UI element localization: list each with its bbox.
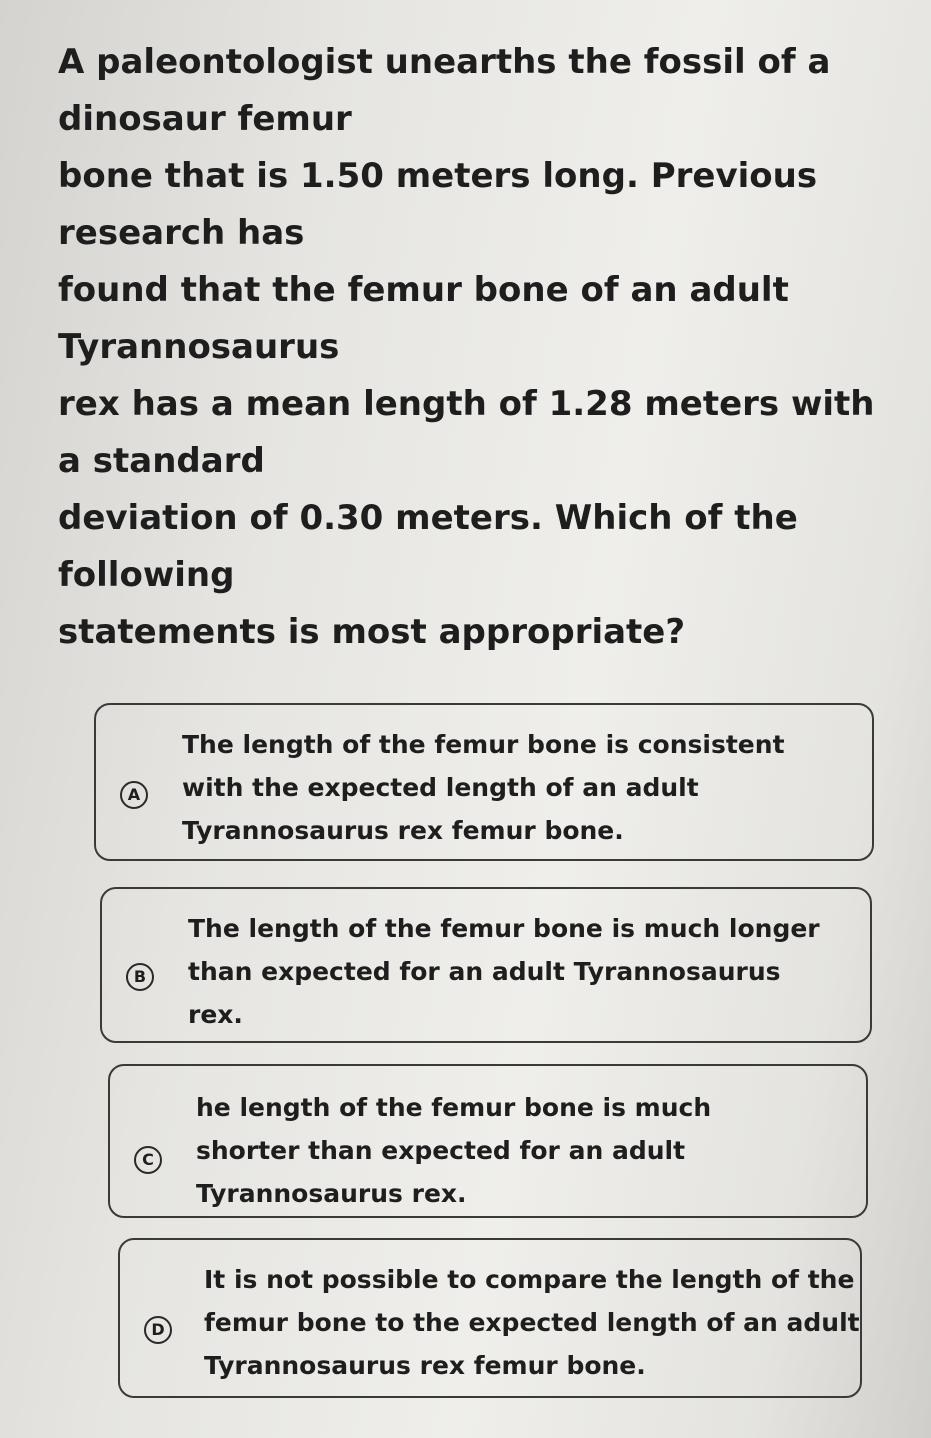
question-line: A paleontologist unearths the fossil of a bbox=[58, 42, 831, 82]
question-line: rex has a mean length of 1.28 meters with bbox=[58, 384, 875, 424]
question-line: statements is most appropriate? bbox=[58, 612, 686, 652]
option-a-text-line: The length of the femur bone is consistent bbox=[182, 730, 785, 759]
question-line: dinosaur femur bbox=[58, 99, 352, 139]
question-line: a standard bbox=[58, 441, 265, 481]
option-d-text-line: femur bone to the expected length of an adult bbox=[204, 1308, 860, 1337]
option-letter-d-badge: D bbox=[144, 1316, 172, 1344]
option-b-text-line: than expected for an adult Tyrannosaurus bbox=[188, 957, 781, 986]
question-line: found that the femur bone of an adult bbox=[58, 270, 789, 310]
option-b-text-line: The length of the femur bone is much longer bbox=[188, 914, 820, 943]
option-a-text-line: with the expected length of an adult bbox=[182, 773, 699, 802]
option-letter-c-badge: C bbox=[134, 1146, 162, 1174]
option-letter-b-badge: B bbox=[126, 963, 154, 991]
question-line: bone that is 1.50 meters long. Previous bbox=[58, 156, 818, 196]
answer-option-c[interactable] bbox=[108, 1064, 868, 1218]
question-text bbox=[58, 34, 908, 661]
option-c-text-line: he length of the femur bone is much bbox=[196, 1093, 712, 1122]
option-c-text-line: Tyrannosaurus rex. bbox=[196, 1179, 467, 1208]
option-a-text-line: Tyrannosaurus rex femur bone. bbox=[182, 816, 624, 845]
question-line: deviation of 0.30 meters. Which of the bbox=[58, 498, 798, 538]
question-line: following bbox=[58, 555, 235, 595]
answer-option-d[interactable] bbox=[118, 1238, 862, 1398]
option-d-text-line: It is not possible to compare the length of the bbox=[204, 1265, 855, 1294]
question-line: research has bbox=[58, 213, 305, 253]
option-letter-a-badge: A bbox=[120, 781, 148, 809]
answer-option-b[interactable] bbox=[100, 887, 872, 1043]
option-c-text-line: shorter than expected for an adult bbox=[196, 1136, 686, 1165]
option-b-text-line: rex. bbox=[188, 1000, 243, 1029]
question-line: Tyrannosaurus bbox=[58, 327, 340, 367]
answer-option-a[interactable] bbox=[94, 703, 874, 861]
option-d-text-line: Tyrannosaurus rex femur bone. bbox=[204, 1351, 646, 1380]
